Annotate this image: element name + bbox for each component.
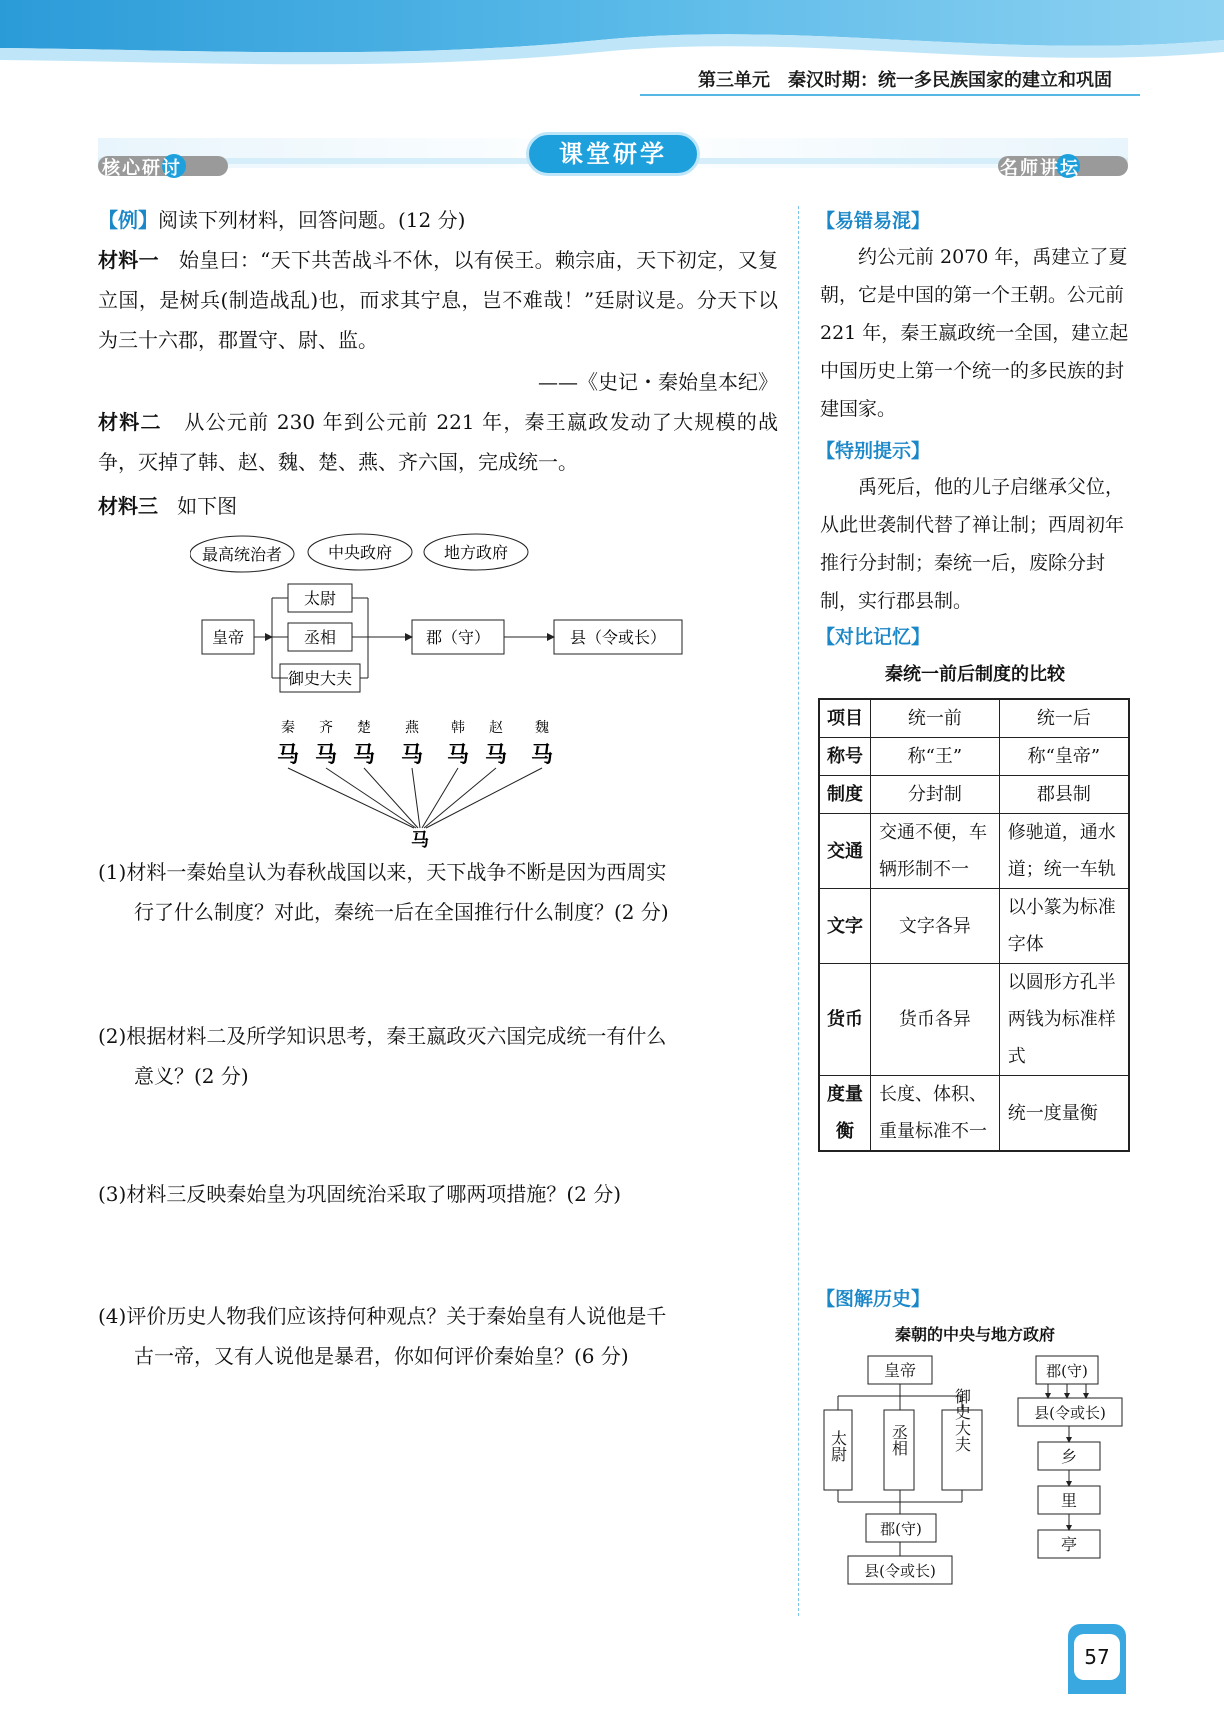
table-cell-before: 货币各异 — [871, 964, 1000, 1076]
material-one-source: ——《史记・秦始皇本纪》 — [538, 370, 778, 394]
tag-compare-memory: 【对比记忆】 — [816, 626, 931, 648]
question-1-line1: 材料一秦始皇认为春秋战国以来，天下战争不断是因为西周实 — [126, 860, 667, 884]
center-tab-label: 课堂研学 — [526, 132, 700, 176]
material-three-diagram — [190, 528, 710, 848]
state-han: 韩 — [451, 720, 465, 736]
page-number: 57 — [1074, 1634, 1120, 1680]
table-cell-item: 度量衡 — [819, 1076, 871, 1152]
table-row — [819, 814, 1129, 889]
chart-emperor-label: 皇帝 — [883, 1361, 917, 1380]
glyph-wei: 马 — [530, 742, 554, 768]
column-divider — [798, 206, 799, 1616]
question-2 — [98, 1016, 788, 1096]
material-two-text: 从公元前 230 年到公元前 221 年，秦王嬴政发动了大规模的战争，灭掉了韩、赵、魏、楚、燕、齐六国，完成统一。 — [98, 410, 779, 474]
state-chu: 楚 — [357, 720, 371, 736]
table-cell-item: 货币 — [819, 964, 871, 1076]
question-3-line1: 材料三反映秦始皇为巩固统治采取了哪两项措施？(2 分) — [126, 1182, 622, 1206]
table-row — [819, 738, 1129, 776]
glyph-qi: 马 — [314, 742, 338, 768]
chart-yushidafu-label: 御史大夫 — [952, 1388, 972, 1452]
state-yan: 燕 — [405, 720, 419, 736]
table-header-row — [819, 699, 1129, 738]
table-cell-before: 文字各异 — [871, 889, 1000, 964]
table-cell-after: 以圆形方孔半两钱为标准样式 — [999, 964, 1129, 1076]
table-row — [819, 964, 1129, 1076]
unit-title: 第三单元 秦汉时期：统一多民族国家的建立和巩固 — [698, 70, 1112, 91]
unified-glyph: 马 — [411, 830, 429, 848]
tag-error-prone: 【易错易混】 — [816, 210, 931, 232]
chain-jun-label: 郡(守) — [1046, 1362, 1088, 1380]
question-3 — [98, 1174, 788, 1214]
taiwei-label: 太尉 — [303, 589, 337, 608]
question-2-line2: 意义？(2 分) — [134, 1064, 249, 1088]
emperor-label: 皇帝 — [211, 628, 245, 647]
question-4-line2: 古一帝，又有人说他是暴君，你如何评价秦始皇？(6 分) — [134, 1344, 629, 1368]
table-cell-after: 郡县制 — [999, 776, 1129, 814]
yushidafu-label: 御史大夫 — [287, 669, 353, 688]
table-row — [819, 776, 1129, 814]
glyph-qin: 马 — [276, 742, 300, 768]
chain-xiang-label: 乡 — [1060, 1447, 1078, 1466]
material-three-label: 材料三 — [98, 494, 158, 518]
table-cell-before: 分封制 — [871, 776, 1000, 814]
table-cell-item: 称号 — [819, 738, 871, 776]
table-cell-before: 称“王” — [871, 738, 1000, 776]
chart-taiwei-label: 太尉 — [828, 1430, 848, 1462]
material-one-label: 材料一 — [98, 248, 159, 272]
question-1-line2: 行了什么制度？对此，秦统一后在全国推行什么制度？(2 分) — [134, 900, 669, 924]
table-cell-before: 交通不便，车辆形制不一 — [871, 814, 1000, 889]
state-qi: 齐 — [319, 720, 333, 736]
question-1 — [98, 852, 788, 932]
state-wei: 魏 — [535, 720, 549, 736]
table-cell-before: 长度、体积、重量标准不一 — [871, 1076, 1000, 1152]
header-band — [0, 0, 1224, 110]
oval-label-3: 地方政府 — [443, 543, 509, 562]
chain-ting-label: 亭 — [1060, 1535, 1078, 1554]
glyph-han: 马 — [446, 742, 470, 768]
material-two-label: 材料二 — [98, 410, 162, 434]
example-prompt-line — [98, 200, 778, 240]
oval-label-1: 最高统治者 — [201, 545, 283, 564]
tag-special-tip: 【特别提示】 — [816, 440, 931, 462]
chengxiang-label: 丞相 — [303, 628, 337, 647]
chain-li-label: 里 — [1060, 1491, 1078, 1510]
example-prompt: 阅读下列材料，回答问题。(12 分) — [158, 208, 466, 232]
right-tab-label: 名师讲坛 — [1000, 158, 1080, 179]
glyph-chu: 马 — [352, 742, 376, 768]
material-three — [98, 486, 778, 526]
material-one-text: 始皇曰：“天下共苦战斗不休，以有侯王。赖宗庙，天下初定，又复立国，是树兵(制造战乱)也，而求其宁息，岂不难哉！”廷尉议是。分天下以为三十六郡，郡置守、尉、监。 — [98, 248, 779, 352]
chart-xian-label: 县(令或长) — [864, 1562, 936, 1580]
table-header-cell: 统一前 — [871, 699, 1000, 738]
glyph-zhao: 马 — [484, 742, 508, 768]
text-special-tip: 禹死后，他的儿子启继承父位，从此世袭制代替了禅让制；西周初年推行分封制；秦统一后，废除分封制，实行郡县制。 — [820, 476, 1125, 612]
oval-label-2: 中央政府 — [327, 543, 393, 562]
question-4 — [98, 1296, 788, 1376]
xian-label: 县（令或长） — [569, 628, 667, 647]
comparison-table — [818, 698, 1130, 1152]
chart-chengxiang-label: 丞相 — [889, 1424, 909, 1456]
glyph-yan: 马 — [400, 742, 424, 768]
table-cell-item: 文字 — [819, 889, 871, 964]
example-tag: 【例】 — [98, 208, 158, 232]
question-2-num: (2) — [98, 1024, 127, 1048]
state-qin: 秦 — [281, 720, 295, 736]
question-1-num: (1) — [98, 860, 127, 884]
table-cell-item: 交通 — [819, 814, 871, 889]
question-4-line1: 评价历史人物我们应该持何种观点？关于秦始皇有人说他是千 — [126, 1304, 667, 1328]
question-2-line1: 根据材料二及所学知识思考，秦王嬴政灭六国完成统一有什么 — [126, 1024, 667, 1048]
material-three-text: 如下图 — [177, 494, 238, 518]
text-error-prone: 约公元前 2070 年，禹建立了夏朝，它是中国的第一个王朝。公元前 221 年，秦王嬴政统一全国，建立起中国历史上第一个统一的多民族的封建国家。 — [820, 246, 1129, 420]
table-cell-after: 称“皇帝” — [999, 738, 1129, 776]
qin-government-chart — [818, 1350, 1130, 1600]
comparison-table-title: 秦统一前后制度的比较 — [885, 664, 1065, 685]
tag-illustrated-history: 【图解历史】 — [816, 1288, 931, 1310]
table-header-cell: 统一后 — [999, 699, 1129, 738]
table-cell-after: 以小篆为标准字体 — [999, 889, 1129, 964]
table-header-cell: 项目 — [819, 699, 871, 738]
org-chart-title: 秦朝的中央与地方政府 — [894, 1325, 1055, 1344]
table-row — [819, 1076, 1129, 1152]
table-row — [819, 889, 1129, 964]
question-4-num: (4) — [98, 1304, 127, 1328]
chain-xian-label: 县(令或长) — [1034, 1404, 1106, 1422]
table-cell-after: 修驰道，通水道；统一车轨 — [999, 814, 1129, 889]
table-cell-item: 制度 — [819, 776, 871, 814]
chart-jun-label: 郡(守) — [880, 1520, 922, 1538]
state-zhao: 赵 — [489, 720, 503, 736]
left-tab-label: 核心研讨 — [102, 158, 182, 179]
material-one — [98, 240, 778, 360]
table-cell-after: 统一度量衡 — [999, 1076, 1129, 1152]
jun-label: 郡（守） — [425, 628, 491, 647]
question-3-num: (3) — [98, 1182, 127, 1206]
material-two — [98, 402, 778, 482]
